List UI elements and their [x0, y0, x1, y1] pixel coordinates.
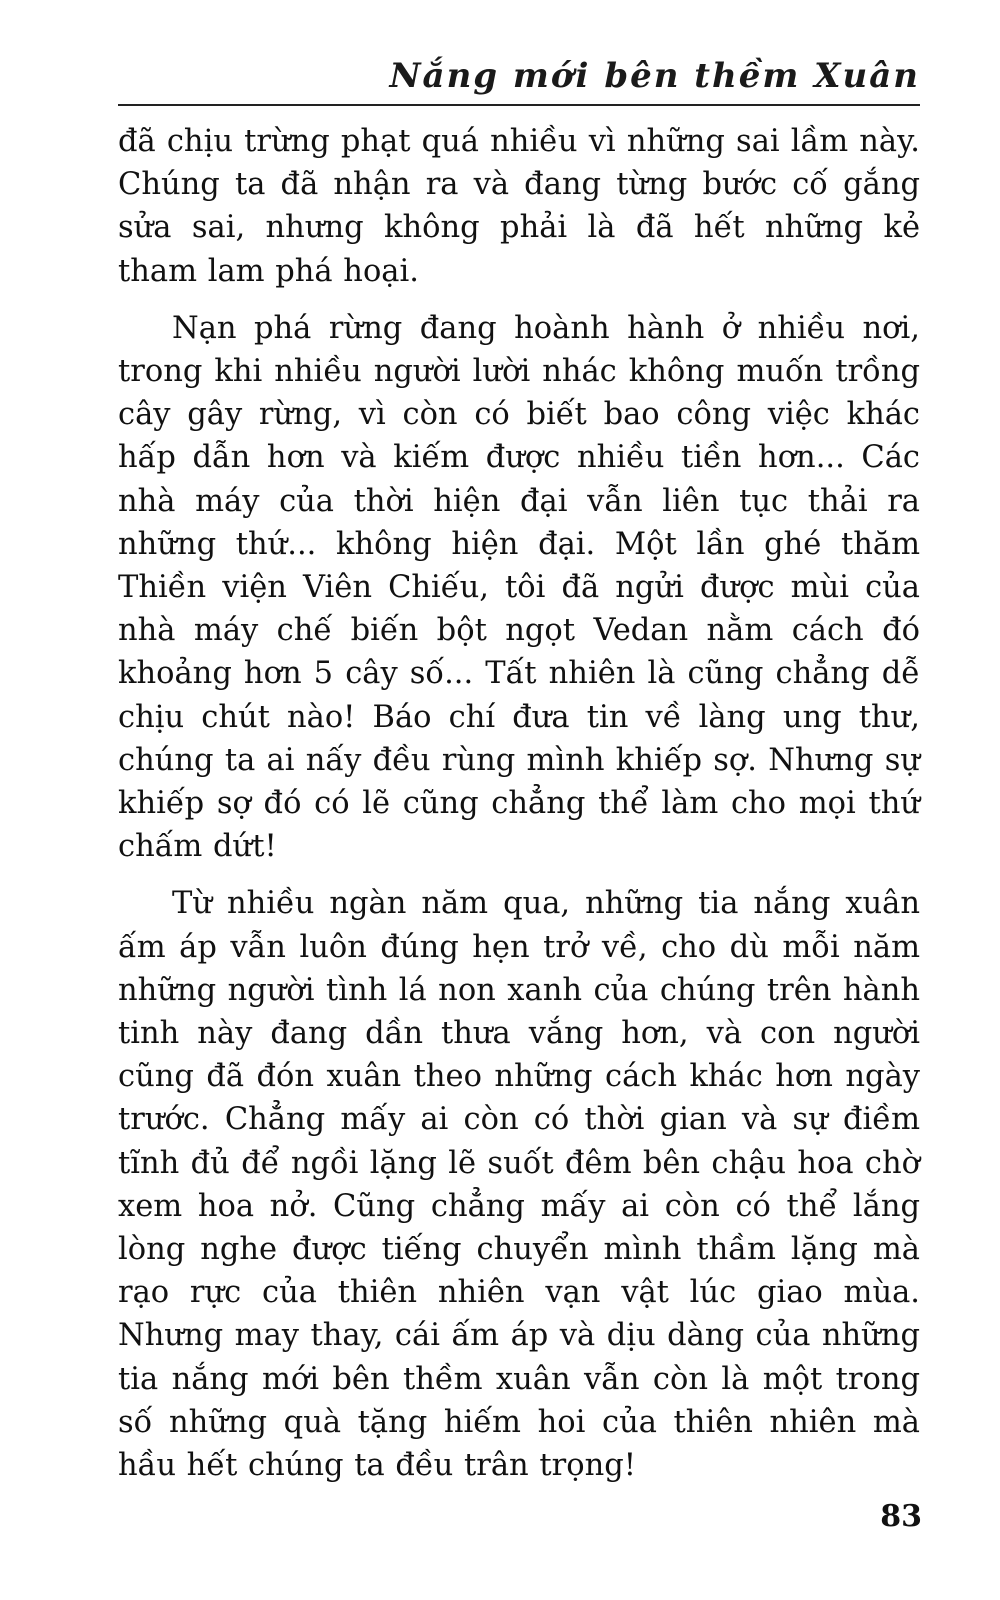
paragraph: Từ nhiều ngàn năm qua, những tia nắng xuân ấm áp vẫn luôn đúng hẹn trở về, cho dù mỗi năm những người tình lá non xanh của chúng trên hành tinh này đang dần thưa vắng hơn, và con người cũng đã đón xuân theo những cách khác hơn ngày trước. Chẳng mấy ai còn có thời gian và sự điềm tĩnh đủ để ngồi lặng lẽ suốt đêm bên chậu hoa chờ xem hoa nở. Cũng chẳng mấy ai còn có thể lắng lòng nghe được tiếng chuyển mình thầm lặng mà rạo rực của thiên nhiên vạn vật lúc giao mùa. Nhưng may thay, cái ấm áp và dịu dàng của những tia nắng mới bên thềm xuân vẫn còn là một trong số những quà tặng hiếm hoi của thiên nhiên mà hầu hết chúng ta đều trân trọng! [118, 886, 920, 1484]
page-number: 83 [880, 1499, 922, 1534]
body-text [118, 120, 920, 1501]
paragraph-continued: đã chịu trừng phạt quá nhiều vì những sai lầm này. Chúng ta đã nhận ra và đang từng bước cố gắng sửa sai, nhưng không phải là đã hết những kẻ tham lam phá hoại. [118, 124, 920, 289]
running-header-title: Nắng mới bên thềm Xuân [389, 56, 920, 96]
running-header [118, 48, 920, 106]
paragraph: Nạn phá rừng đang hoành hành ở nhiều nơi, trong khi nhiều người lười nhác không muốn trồng cây gây rừng, vì còn có biết bao công việc khác hấp dẫn hơn và kiếm được nhiều tiền hơn... Các nhà máy của thời hiện đại vẫn liên tục thải ra những thứ... không hiện đại. Một lần ghé thăm Thiền viện Viên Chiếu, tôi đã ngửi được mùi của nhà máy chế biến bột ngọt Vedan nằm cách đó khoảng hơn 5 cây số... Tất nhiên là cũng chẳng dễ chịu chút nào! Báo chí đưa tin về làng ung thư, chúng ta ai nấy đều rùng mình khiếp sợ. Nhưng sự khiếp sợ đó có lẽ cũng chẳng thể làm cho mọi thứ chấm dứt! [118, 310, 920, 865]
